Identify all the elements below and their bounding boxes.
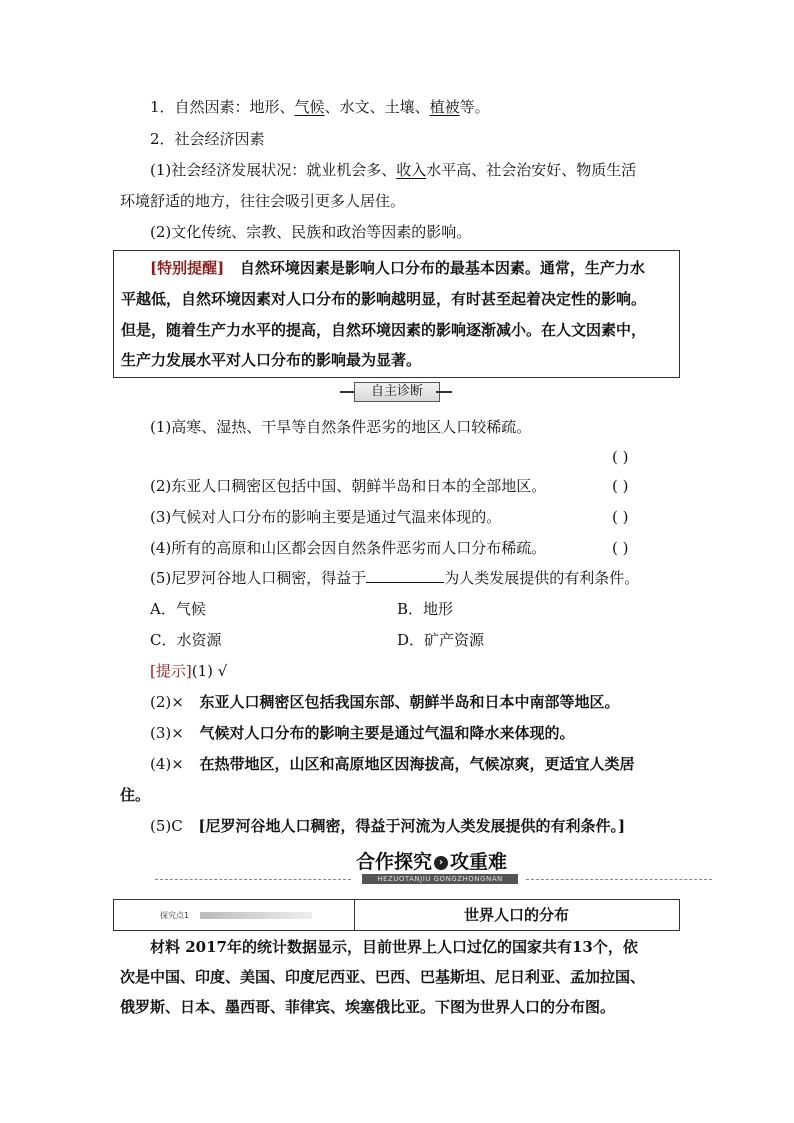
explore-point-label: 探究点1 — [160, 911, 190, 920]
question-1: (1)高寒、湿热、干旱等自然条件恶劣的地区人口较稀疏。 — [150, 418, 532, 436]
question-3-paren: ( ) — [612, 508, 629, 526]
special-note-line2: 平越低，自然环境因素对人口分布的影响越明显，有时甚至起着决定性的影响。 — [121, 290, 647, 308]
material-line3: 俄罗斯、日本、墨西哥、菲律宾、埃塞俄比亚。下图为世界人口的分布图。 — [120, 998, 616, 1016]
special-note-line4: 生产力发展水平对人口分布的影响最为显著。 — [121, 351, 422, 369]
natural-factors-prefix: 1．自然因素：地形、 — [150, 98, 295, 116]
explore-point-title: 世界人口的分布 — [464, 906, 570, 924]
option-b: B．地形 — [397, 600, 454, 618]
question-5-b: 为人类发展提供的有利条件。 — [444, 569, 640, 587]
hint-3-mark: (3)× — [150, 724, 184, 742]
option-c: C．水资源 — [150, 631, 222, 649]
hint-4-line — [150, 754, 635, 774]
chevron-right-icon: › — [434, 856, 448, 870]
question-1-paren: ( ) — [612, 448, 629, 466]
hint-4-line2: 住。 — [120, 786, 151, 804]
banner-title-a: 合作探究 — [356, 851, 433, 873]
natural-factors-suffix: 等。 — [459, 98, 490, 116]
special-note-line3: 但是，随着生产力水平的提高，自然环境因素的影响逐渐减小。在人文因素中， — [121, 321, 647, 339]
material-line1: 材料 2017年的统计数据显示，目前世界上人口过亿的国家共有13个，依 — [150, 938, 638, 956]
banner-subtitle: HEZUOTANJIU GONGZHONGNAN — [362, 874, 518, 884]
hint-tag: [提示] — [150, 662, 192, 680]
hint-1-line — [150, 661, 227, 681]
hint-5-text: [尼罗河谷地人口稠密，得益于河流为人类发展提供的有利条件。] — [198, 817, 626, 835]
badge-bar-right — [436, 391, 452, 393]
hint-5-line — [150, 816, 625, 836]
hint-3-text: 气候对人口分布的影响主要是通过气温和降水来体现的。 — [199, 724, 575, 742]
social-factors-title: 2．社会经济因素 — [150, 130, 265, 148]
self-check-title: 自主诊断 — [354, 382, 440, 402]
banner-dash-left — [155, 879, 351, 880]
social-item-1-b: 水平高、社会治安好、物质生活 — [426, 161, 637, 179]
hint-2-mark: (2)× — [150, 693, 184, 711]
banner-title-b: 攻重难 — [450, 851, 508, 873]
social-item-1-a: (1)社会经济发展状况：就业机会多、 — [150, 161, 397, 179]
social-item-1-line2: 环境舒适的地方，往往会吸引更多人居住。 — [120, 192, 406, 210]
special-note-line1 — [150, 258, 645, 278]
hint-5-mark: (5)C — [150, 817, 183, 835]
question-2-paren: ( ) — [612, 477, 629, 495]
social-item-2: (2)文化传统、宗教、民族和政治等因素的影响。 — [150, 223, 472, 241]
hint-3-line — [150, 723, 575, 743]
income-term: 收入 — [396, 161, 427, 179]
question-5-a: (5)尼罗河谷地人口稠密，得益于 — [150, 569, 367, 587]
table-divider — [354, 900, 355, 930]
question-2: (2)东亚人口稠密区包括中国、朝鲜半岛和日本的全部地区。 — [150, 477, 547, 495]
option-a: A．气候 — [150, 600, 206, 618]
section-banner — [356, 850, 521, 885]
answer-blank — [366, 568, 444, 583]
climate-term: 气候 — [294, 98, 325, 116]
explore-point-bar — [200, 912, 312, 919]
natural-factors-mid: 、水文、土壤、 — [324, 98, 430, 116]
hint-4-text: 在热带地区，山区和高原地区因海拔高，气候凉爽，更适宜人类居 — [199, 755, 635, 773]
vegetation-term: 植被 — [429, 98, 460, 116]
question-3: (3)气候对人口分布的影响主要是通过气温来体现的。 — [150, 508, 502, 526]
banner-title — [356, 850, 507, 874]
hint-answer-1: (1) √ — [191, 662, 228, 680]
question-4-paren: ( ) — [612, 539, 629, 557]
natural-factors-line — [150, 97, 490, 117]
material-line2: 次是中国、印度、美国、印度尼西亚、巴西、巴基斯坦、尼日利亚、孟加拉国、 — [120, 968, 646, 986]
self-check-badge — [340, 382, 452, 402]
social-item-1 — [150, 160, 636, 180]
hint-4-mark: (4)× — [150, 755, 184, 773]
option-d: D．矿产资源 — [397, 631, 485, 649]
hint-2-text: 东亚人口稠密区包括我国东部、朝鲜半岛和日本中南部等地区。 — [199, 693, 620, 711]
explore-point-table — [113, 899, 680, 931]
hint-2-line — [150, 692, 620, 712]
special-note-text1: 自然环境因素是影响人口分布的最基本因素。通常，生产力水 — [239, 259, 645, 277]
special-note-tag: [特别提醒] — [150, 259, 225, 277]
question-4: (4)所有的高原和山区都会因自然条件恶劣而人口分布稀疏。 — [150, 539, 547, 557]
banner-dash-right — [526, 879, 712, 880]
question-5 — [150, 568, 639, 588]
